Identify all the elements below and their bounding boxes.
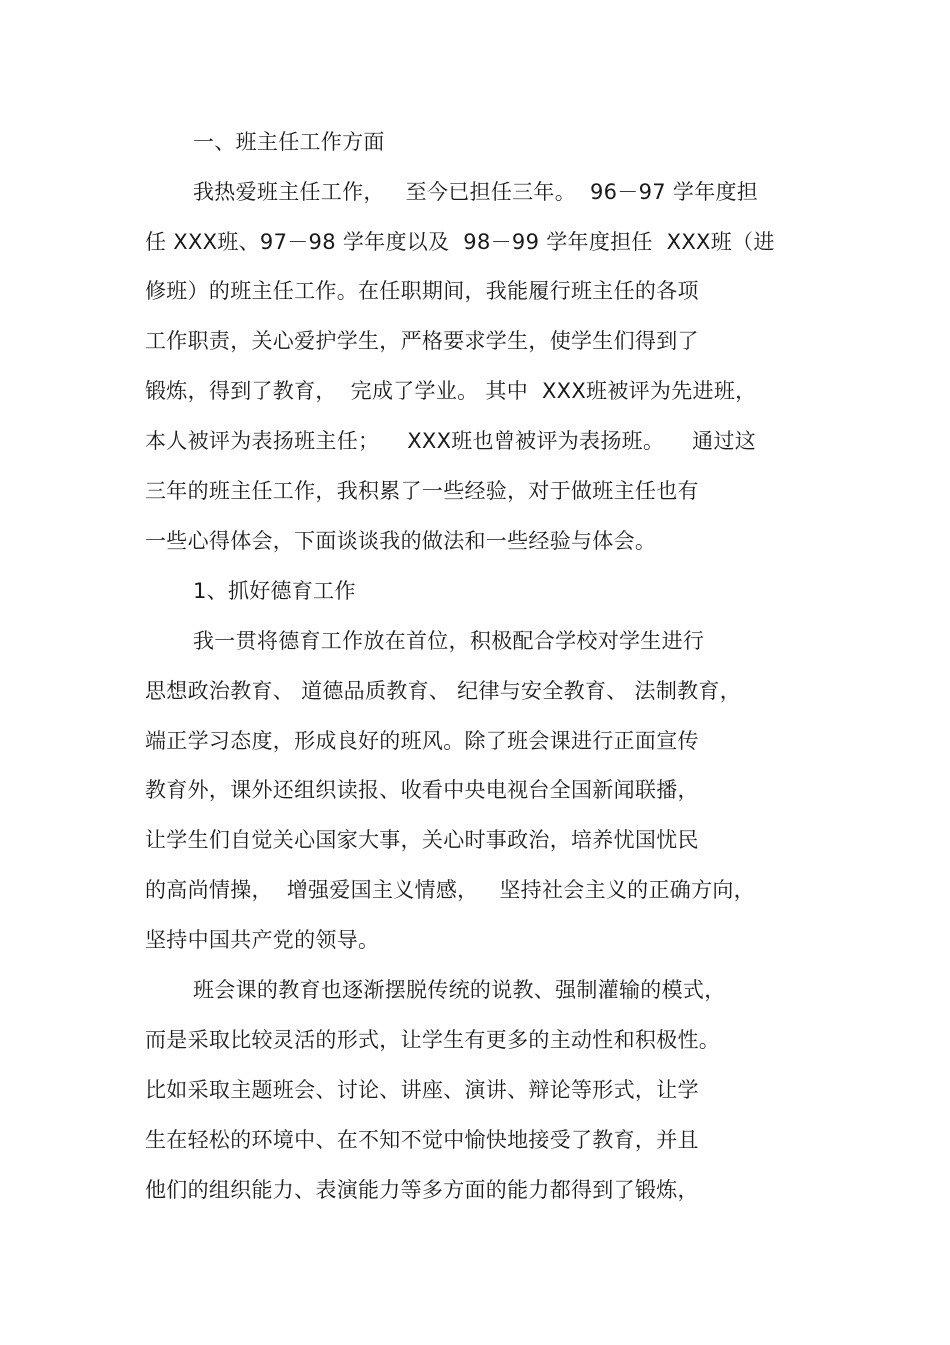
paragraph-line: 一些心得体会，下面谈谈我的做法和一些经验与体会。 (145, 529, 657, 553)
subsection-heading: 1、抓好德育工作 (193, 579, 356, 603)
paragraph-line: 本人被评为表扬班主任； XXX班也曾被评为表扬班。 通过这 (145, 429, 757, 453)
paragraph-line: 锻炼，得到了教育， 完成了学业。 其中 XXX班被评为先进班， (145, 379, 757, 403)
paragraph-line: 而是采取比较灵活的形式，让学生有更多的主动性和积极性。 (145, 1028, 721, 1052)
paragraph-line: 任 XXX班、97－98 学年度以及 98－99 学年度担任 XXX班（进 (145, 230, 775, 254)
paragraph-line: 班会课的教育也逐渐摆脱传统的说教、强制灌输的模式， (193, 978, 726, 1002)
paragraph-line: 比如采取主题班会、讨论、讲座、演讲、辩论等形式，让学 (145, 1078, 699, 1102)
paragraph-line: 教育外，课外还组织读报、收看中央电视台全国新闻联播， (145, 778, 699, 802)
paragraph-line: 的高尚情操， 增强爱国主义情感， 坚持社会主义的正确方向， (145, 878, 755, 902)
paragraph-line: 我一贯将德育工作放在首位，积极配合学校对学生进行 (193, 629, 705, 653)
paragraph-line: 端正学习态度，形成良好的班风。除了班会课进行正面宣传 (145, 729, 699, 753)
paragraph-line: 坚持中国共产党的领导。 (145, 928, 380, 952)
paragraph-line: 他们的组织能力、表演能力等多方面的能力都得到了锻炼， (145, 1178, 699, 1202)
paragraph-line: 让学生们自觉关心国家大事，关心时事政治，培养忧国忧民 (145, 828, 699, 852)
paragraph-line: 思想政治教育、 道德品质教育、 纪律与安全教育、 法制教育， (145, 679, 742, 703)
section-heading: 一、班主任工作方面 (193, 130, 385, 154)
paragraph-line: 三年的班主任工作，我积累了一些经验，对于做班主任也有 (145, 479, 699, 503)
paragraph-line: 修班）的班主任工作。在任职期间，我能履行班主任的各项 (145, 279, 699, 303)
paragraph-line: 工作职责，关心爱护学生，严格要求学生，使学生们得到了 (145, 329, 699, 353)
paragraph-line: 我热爱班主任工作， 至今已担任三年。 96－97 学年度担 (193, 180, 759, 204)
paragraph-line: 生在轻松的环境中、在不知不觉中愉快地接受了教育，并且 (145, 1128, 699, 1152)
